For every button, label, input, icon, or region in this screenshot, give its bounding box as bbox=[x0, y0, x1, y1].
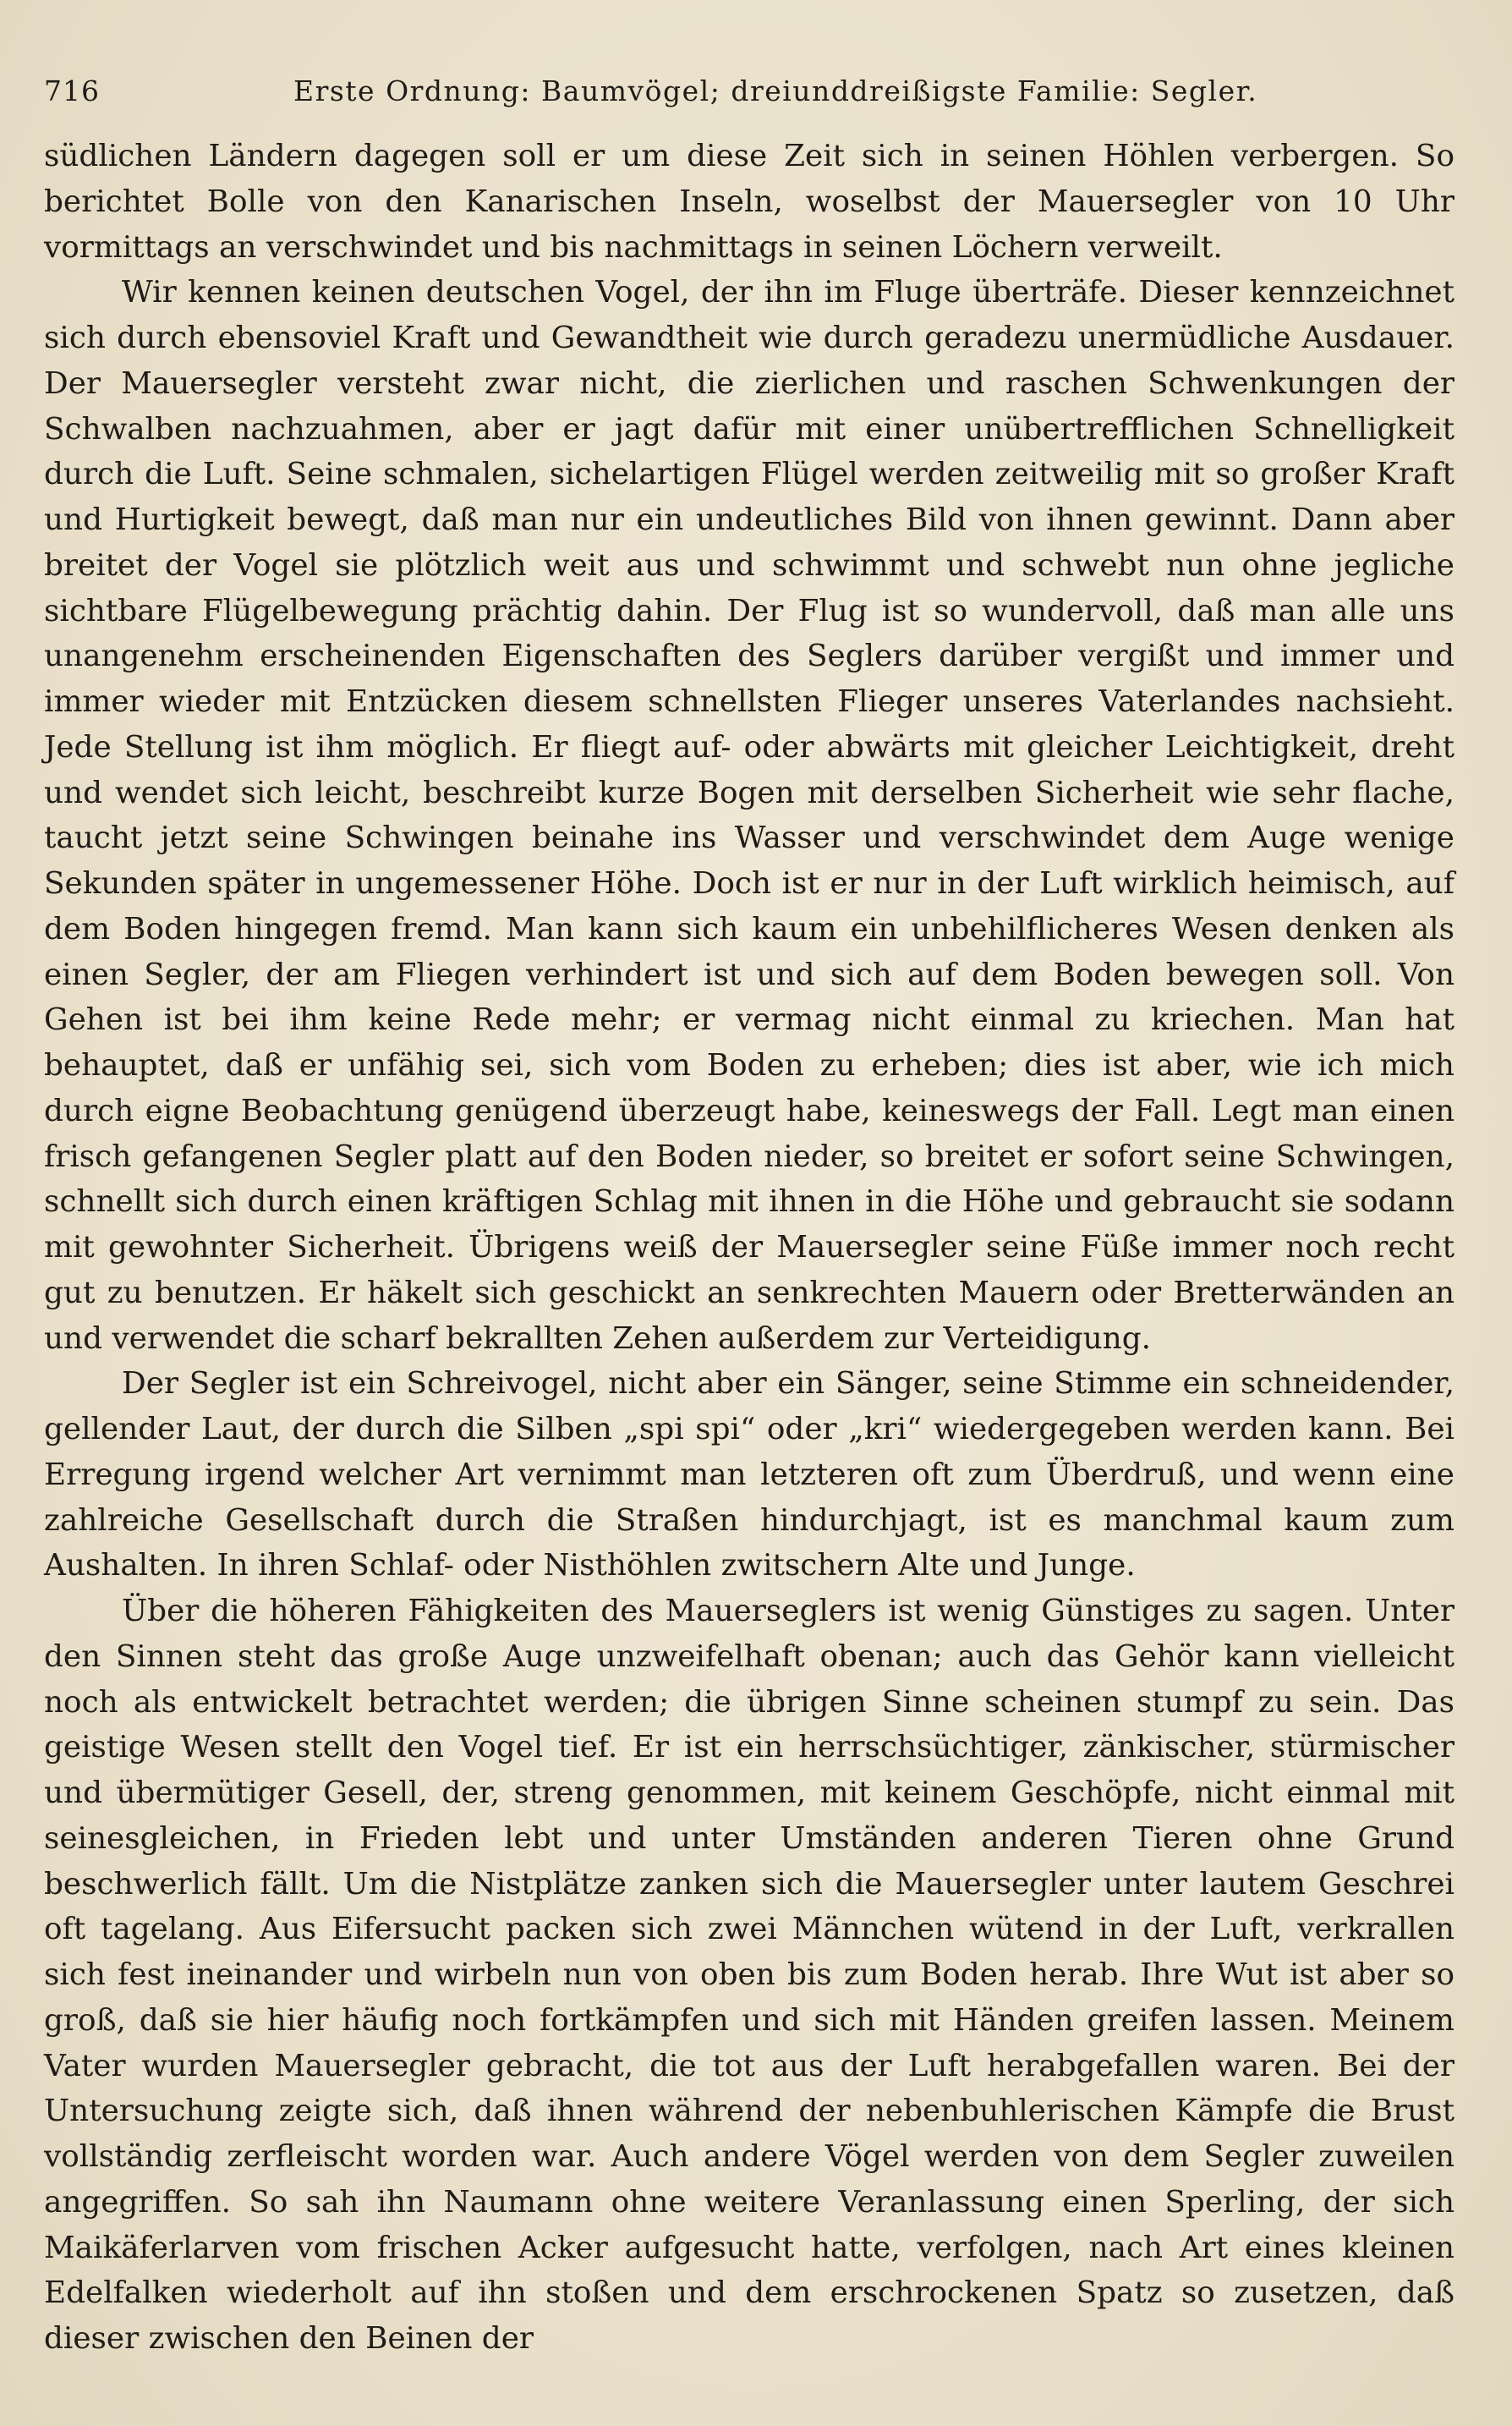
paragraph-continued: südlichen Ländern dagegen soll er um diese Zeit sich in seinen Höhlen verbergen. So berichtet Bolle von den Kanarischen Inseln, woselbst der Mauersegler von 10 Uhr vormittags an verschwindet und bis nachmittags in seinen Löchern verweilt. bbox=[44, 139, 1454, 265]
running-title: Erste Ordnung: Baumvögel; dreiunddreißigste Familie: Segler. bbox=[293, 74, 1258, 107]
running-header bbox=[44, 66, 1465, 117]
page-number: 716 bbox=[44, 74, 100, 107]
body-text bbox=[44, 134, 1454, 2362]
paragraph-flight: Wir kennen keinen deutschen Vogel, der ihn im Fluge überträfe. Dieser kennzeichnet sich durch ebensoviel Kraft und Gewandtheit wie durch geradezu unermüdliche Ausdauer. Der Mauersegler versteht zwar nicht, die zierlichen und raschen Schwenkungen der Schwalben nachzuahmen, aber er jagt dafür mit einer unübertrefflichen Schnelligkeit durch die Luft. Seine schmalen, sichelartigen Flügel werden zeitweilig mit so großer Kraft und Hurtigkeit bewegt, daß man nur ein undeutliches Bild von ihnen gewinnt. Dann aber breitet der Vogel sie plötzlich weit aus und schwimmt und schwebt nun ohne jegliche sichtbare Flügelbewegung prächtig dahin. Der Flug ist so wundervoll, daß man alle uns unangenehm erscheinenden Eigenschaften des Seglers darüber vergißt und immer und immer wieder mit Entzücken diesem schnellsten Flieger unseres Vaterlandes nachsieht. Jede Stellung ist ihm möglich. Er fliegt auf- oder abwärts mit gleicher Leichtigkeit, dreht und wendet sich leicht, beschreibt kurze Bogen mit derselben Sicherheit wie sehr flache, taucht jetzt seine Schwingen beinahe ins Wasser und verschwindet dem Auge wenige Sekunden später in ungemessener Höhe. Doch ist er nur in der Luft wirklich heimisch, auf dem Boden hingegen fremd. Man kann sich kaum ein unbehilflicheres Wesen denken als einen Segler, der am Fliegen verhindert ist und sich auf dem Boden bewegen soll. Von Gehen ist bei ihm keine Rede mehr; er vermag nicht einmal zu kriechen. Man hat behauptet, daß er unfähig sei, sich vom Boden zu erheben; dies ist aber, wie ich mich durch eigne Beobachtung genügend überzeugt habe, keineswegs der Fall. Legt man einen frisch gefangenen Segler platt auf den Boden nieder, so breitet er sofort seine Schwingen, schnellt sich durch einen kräftigen Schlag mit ihnen in die Höhe und gebraucht sie sodann mit gewohnter Sicherheit. Übrigens weiß der Mauersegler seine Füße immer noch recht gut zu benutzen. Er häkelt sich geschickt an senkrechten Mauern oder Bretterwänden an und verwendet die scharf bekrallten Zehen außerdem zur Verteidigung. bbox=[44, 275, 1454, 1356]
paragraph-character: Über die höheren Fähigkeiten des Mauerseglers ist wenig Günstiges zu sagen. Unter den Sinnen steht das große Auge unzweifelhaft obenan; auch das Gehör kann vielleicht noch als entwickelt betrachtet werden; die übrigen Sinne scheinen stumpf zu sein. Das geistige Wesen stellt den Vogel tief. Er ist ein herrschsüchtiger, zänkischer, stürmischer und übermütiger Gesell, der, streng genommen, mit keinem Geschöpfe, nicht einmal mit seinesgleichen, in Frieden lebt und unter Umständen anderen Tieren ohne Grund beschwerlich fällt. Um die Nistplätze zanken sich die Mauersegler unter lautem Geschrei oft tagelang. Aus Eifersucht packen sich zwei Männchen wütend in der Luft, verkrallen sich fest ineinander und wirbeln nun von oben bis zum Boden herab. Ihre Wut ist aber so groß, daß sie hier häufig noch fortkämpfen und sich mit Händen greifen lassen. Meinem Vater wurden Mauersegler gebracht, die tot aus der Luft herabgefallen waren. Bei der Untersuchung zeigte sich, daß ihnen während der nebenbuhlerischen Kämpfe die Brust vollständig zerfleischt worden war. Auch andere Vögel werden von dem Segler zuweilen angegriffen. So sah ihn Naumann ohne weitere Veranlassung einen Sperling, der sich Maikäferlarven vom frischen Acker aufgesucht hatte, verfolgen, nach Art eines kleinen Edelfalken wiederholt auf ihn stoßen und dem erschrockenen Spatz so zusetzen, daß dieser zwischen den Beinen der bbox=[44, 1594, 1454, 2356]
paragraph-voice: Der Segler ist ein Schreivogel, nicht aber ein Sänger, seine Stimme ein schneidender, gellender Laut, der durch die Silben „spi spi“ oder „kri“ wiedergegeben werden kann. Bei Erregung irgend welcher Art vernimmt man letzteren oft zum Überdruß, und wenn eine zahlreiche Gesellschaft durch die Straßen hindurchjagt, ist es manchmal kaum zum Aushalten. In ihren Schlaf- oder Nisthöhlen zwitschern Alte und Junge. bbox=[44, 1366, 1454, 1583]
